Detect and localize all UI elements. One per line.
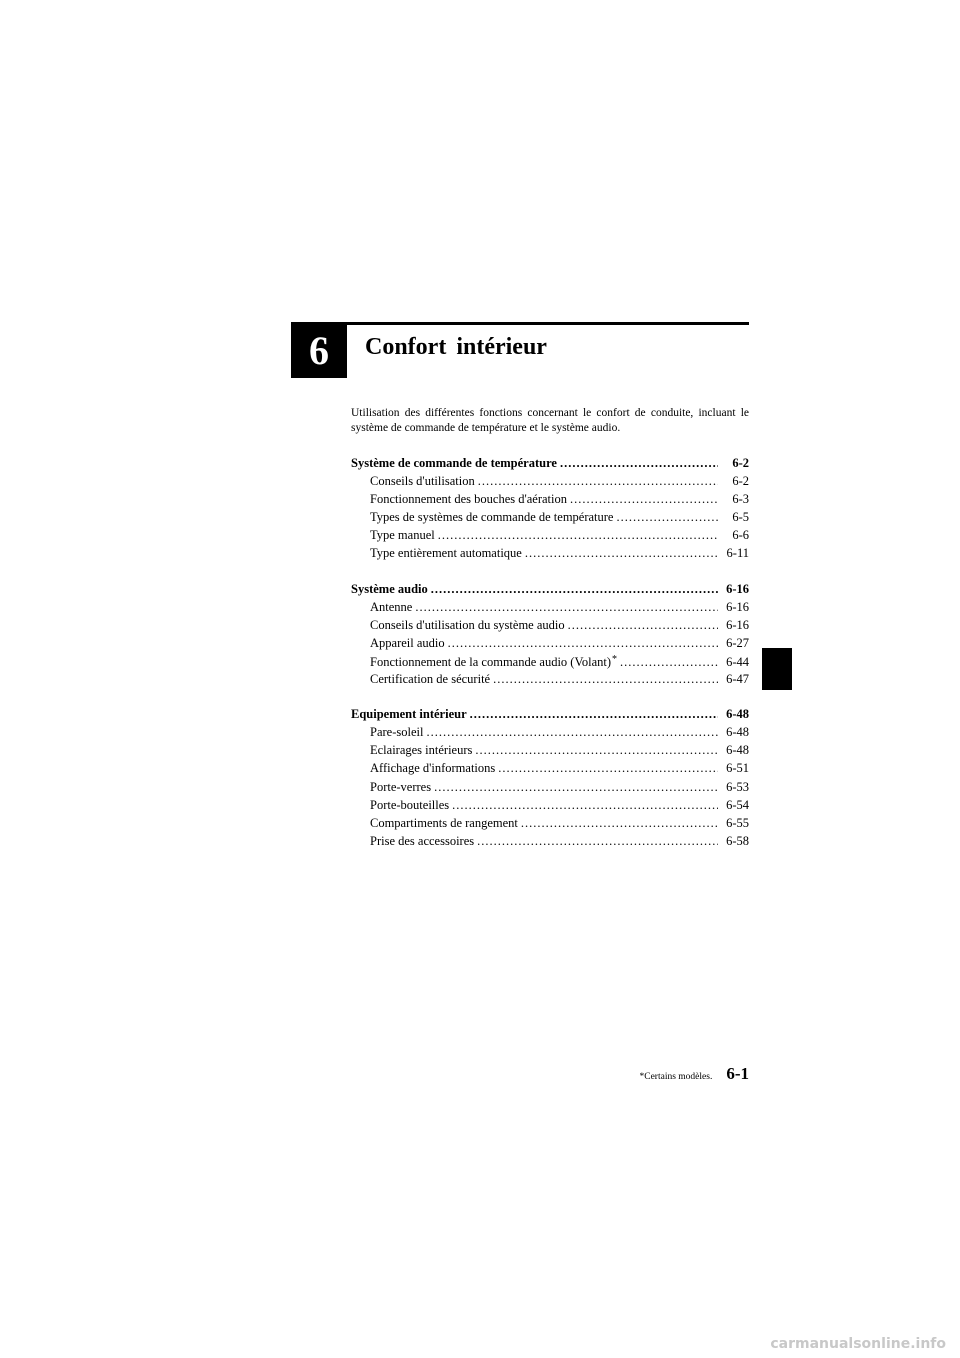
- toc-entry-label: Pare-soleil: [370, 725, 424, 740]
- toc-entry-sub[interactable]: [351, 492, 749, 510]
- toc-entry-sub[interactable]: [351, 761, 749, 779]
- toc-entry-main[interactable]: [351, 707, 749, 725]
- asterisk-icon: *: [612, 653, 618, 665]
- toc-entry-page: 6-16: [726, 599, 749, 614]
- toc-entry-page: 6-54: [726, 797, 749, 812]
- toc-entry-sub[interactable]: [351, 725, 749, 743]
- toc-entry-page: 6-27: [726, 635, 749, 650]
- toc-entry-sub[interactable]: [351, 636, 749, 654]
- chapter-header: [291, 322, 749, 378]
- toc-dot-leader: [493, 672, 718, 687]
- chapter-title: Confort intérieur: [365, 334, 547, 360]
- toc-entry-label: Antenne: [370, 599, 413, 614]
- toc-entry-label: Type manuel: [370, 528, 435, 543]
- toc-entry-label: Système de commande de température: [351, 456, 557, 470]
- toc-dot-leader: [438, 528, 718, 543]
- toc-entry-page: 6-51: [726, 761, 749, 776]
- toc-entry-page: 6-48: [726, 743, 749, 758]
- toc-entry-label: Type entièrement automatique: [370, 546, 522, 561]
- toc-entry-page: 6-16: [726, 617, 749, 632]
- toc-entry-page: 6-2: [732, 456, 749, 470]
- toc-dot-leader: [570, 492, 718, 507]
- toc-entry-label: Certification de sécurité: [370, 672, 491, 687]
- toc-dot-leader: [434, 780, 718, 795]
- toc-entry-sub[interactable]: [351, 618, 749, 636]
- toc-entry-page: 6-5: [732, 510, 749, 525]
- toc-entry-sub[interactable]: [351, 834, 749, 852]
- chapter-intro: Utilisation des différentes fonctions concernant le confort de conduite, incluant le système de commande de température et le système audio.: [351, 407, 749, 434]
- toc-entry-page: 6-3: [732, 492, 749, 507]
- toc-dot-leader: [426, 725, 718, 740]
- toc-entry-page: 6-6: [732, 528, 749, 543]
- toc-entry-page: 6-53: [726, 779, 749, 794]
- toc-entry-page: 6-47: [726, 672, 749, 687]
- toc-section: [351, 707, 749, 852]
- page-number: 6-1: [726, 1064, 749, 1083]
- toc-dot-leader: [525, 546, 718, 561]
- toc-dot-leader: [470, 707, 718, 722]
- toc-entry-sub[interactable]: [351, 546, 749, 564]
- toc-entry-label: Fonctionnement des bouches d'aération: [370, 492, 567, 507]
- toc-dot-leader: [477, 834, 718, 849]
- table-of-contents: [351, 456, 749, 869]
- toc-entry-label: Conseils d'utilisation: [370, 474, 475, 489]
- toc-entry-page: 6-11: [726, 546, 749, 561]
- footnote: *Certains modèles.: [639, 1072, 713, 1082]
- toc-entry-label: Porte-verres: [370, 779, 432, 794]
- chapter-rule: [347, 322, 749, 325]
- toc-entry-sub[interactable]: [351, 672, 749, 690]
- toc-entry-label: Système audio: [351, 581, 428, 596]
- watermark: carmanualsonline.info: [770, 1336, 946, 1352]
- toc-entry-sub[interactable]: [351, 798, 749, 816]
- chapter-thumb-tab: [762, 648, 792, 690]
- toc-entry-page: 6-16: [726, 581, 749, 596]
- toc-dot-leader: [452, 798, 718, 813]
- toc-dot-leader: [448, 636, 718, 651]
- page-footer: [640, 1064, 750, 1084]
- toc-entry-label: Compartiments de rangement: [370, 815, 518, 830]
- toc-dot-leader: [478, 474, 718, 489]
- toc-dot-leader: [560, 456, 718, 471]
- toc-dot-leader: [415, 600, 718, 615]
- toc-entry-main[interactable]: [351, 456, 749, 474]
- toc-section: [351, 456, 749, 565]
- toc-entry-sub[interactable]: [351, 780, 749, 798]
- toc-entry-page: 6-48: [726, 725, 749, 740]
- toc-entry-main[interactable]: [351, 582, 749, 600]
- toc-entry-sub[interactable]: [351, 600, 749, 618]
- toc-entry-label: Fonctionnement de la commande audio (Volant)*: [370, 653, 618, 669]
- toc-entry-label: Equipement intérieur: [351, 707, 467, 722]
- toc-entry-label: Eclairages intérieurs: [370, 743, 473, 758]
- chapter-number: 6: [291, 322, 347, 378]
- toc-dot-leader: [568, 618, 718, 633]
- toc-entry-label: Appareil audio: [370, 635, 445, 650]
- toc-entry-label: Porte-bouteilles: [370, 797, 450, 812]
- toc-dot-leader: [616, 510, 718, 525]
- toc-entry-sub[interactable]: [351, 510, 749, 528]
- toc-entry-label: Prise des accessoires: [370, 833, 475, 848]
- toc-entry-sub[interactable]: [351, 743, 749, 761]
- toc-entry-sub[interactable]: [351, 654, 749, 672]
- toc-entry-page: 6-44: [726, 654, 749, 669]
- toc-entry-page: 6-2: [732, 474, 749, 489]
- toc-entry-label: Conseils d'utilisation du système audio: [370, 617, 565, 632]
- toc-dot-leader: [498, 761, 718, 776]
- toc-dot-leader: [431, 582, 718, 597]
- toc-entry-page: 6-58: [726, 833, 749, 848]
- toc-dot-leader: [521, 816, 718, 831]
- toc-section: [351, 582, 749, 691]
- toc-entry-sub[interactable]: [351, 474, 749, 492]
- toc-entry-sub[interactable]: [351, 528, 749, 546]
- toc-entry-page: 6-55: [726, 815, 749, 830]
- toc-entry-label: Affichage d'informations: [370, 761, 496, 776]
- toc-entry-sub[interactable]: [351, 816, 749, 834]
- toc-dot-leader: [620, 655, 718, 670]
- toc-entry-page: 6-48: [726, 707, 749, 722]
- toc-dot-leader: [475, 743, 718, 758]
- toc-entry-label: Types de systèmes de commande de température: [370, 510, 614, 525]
